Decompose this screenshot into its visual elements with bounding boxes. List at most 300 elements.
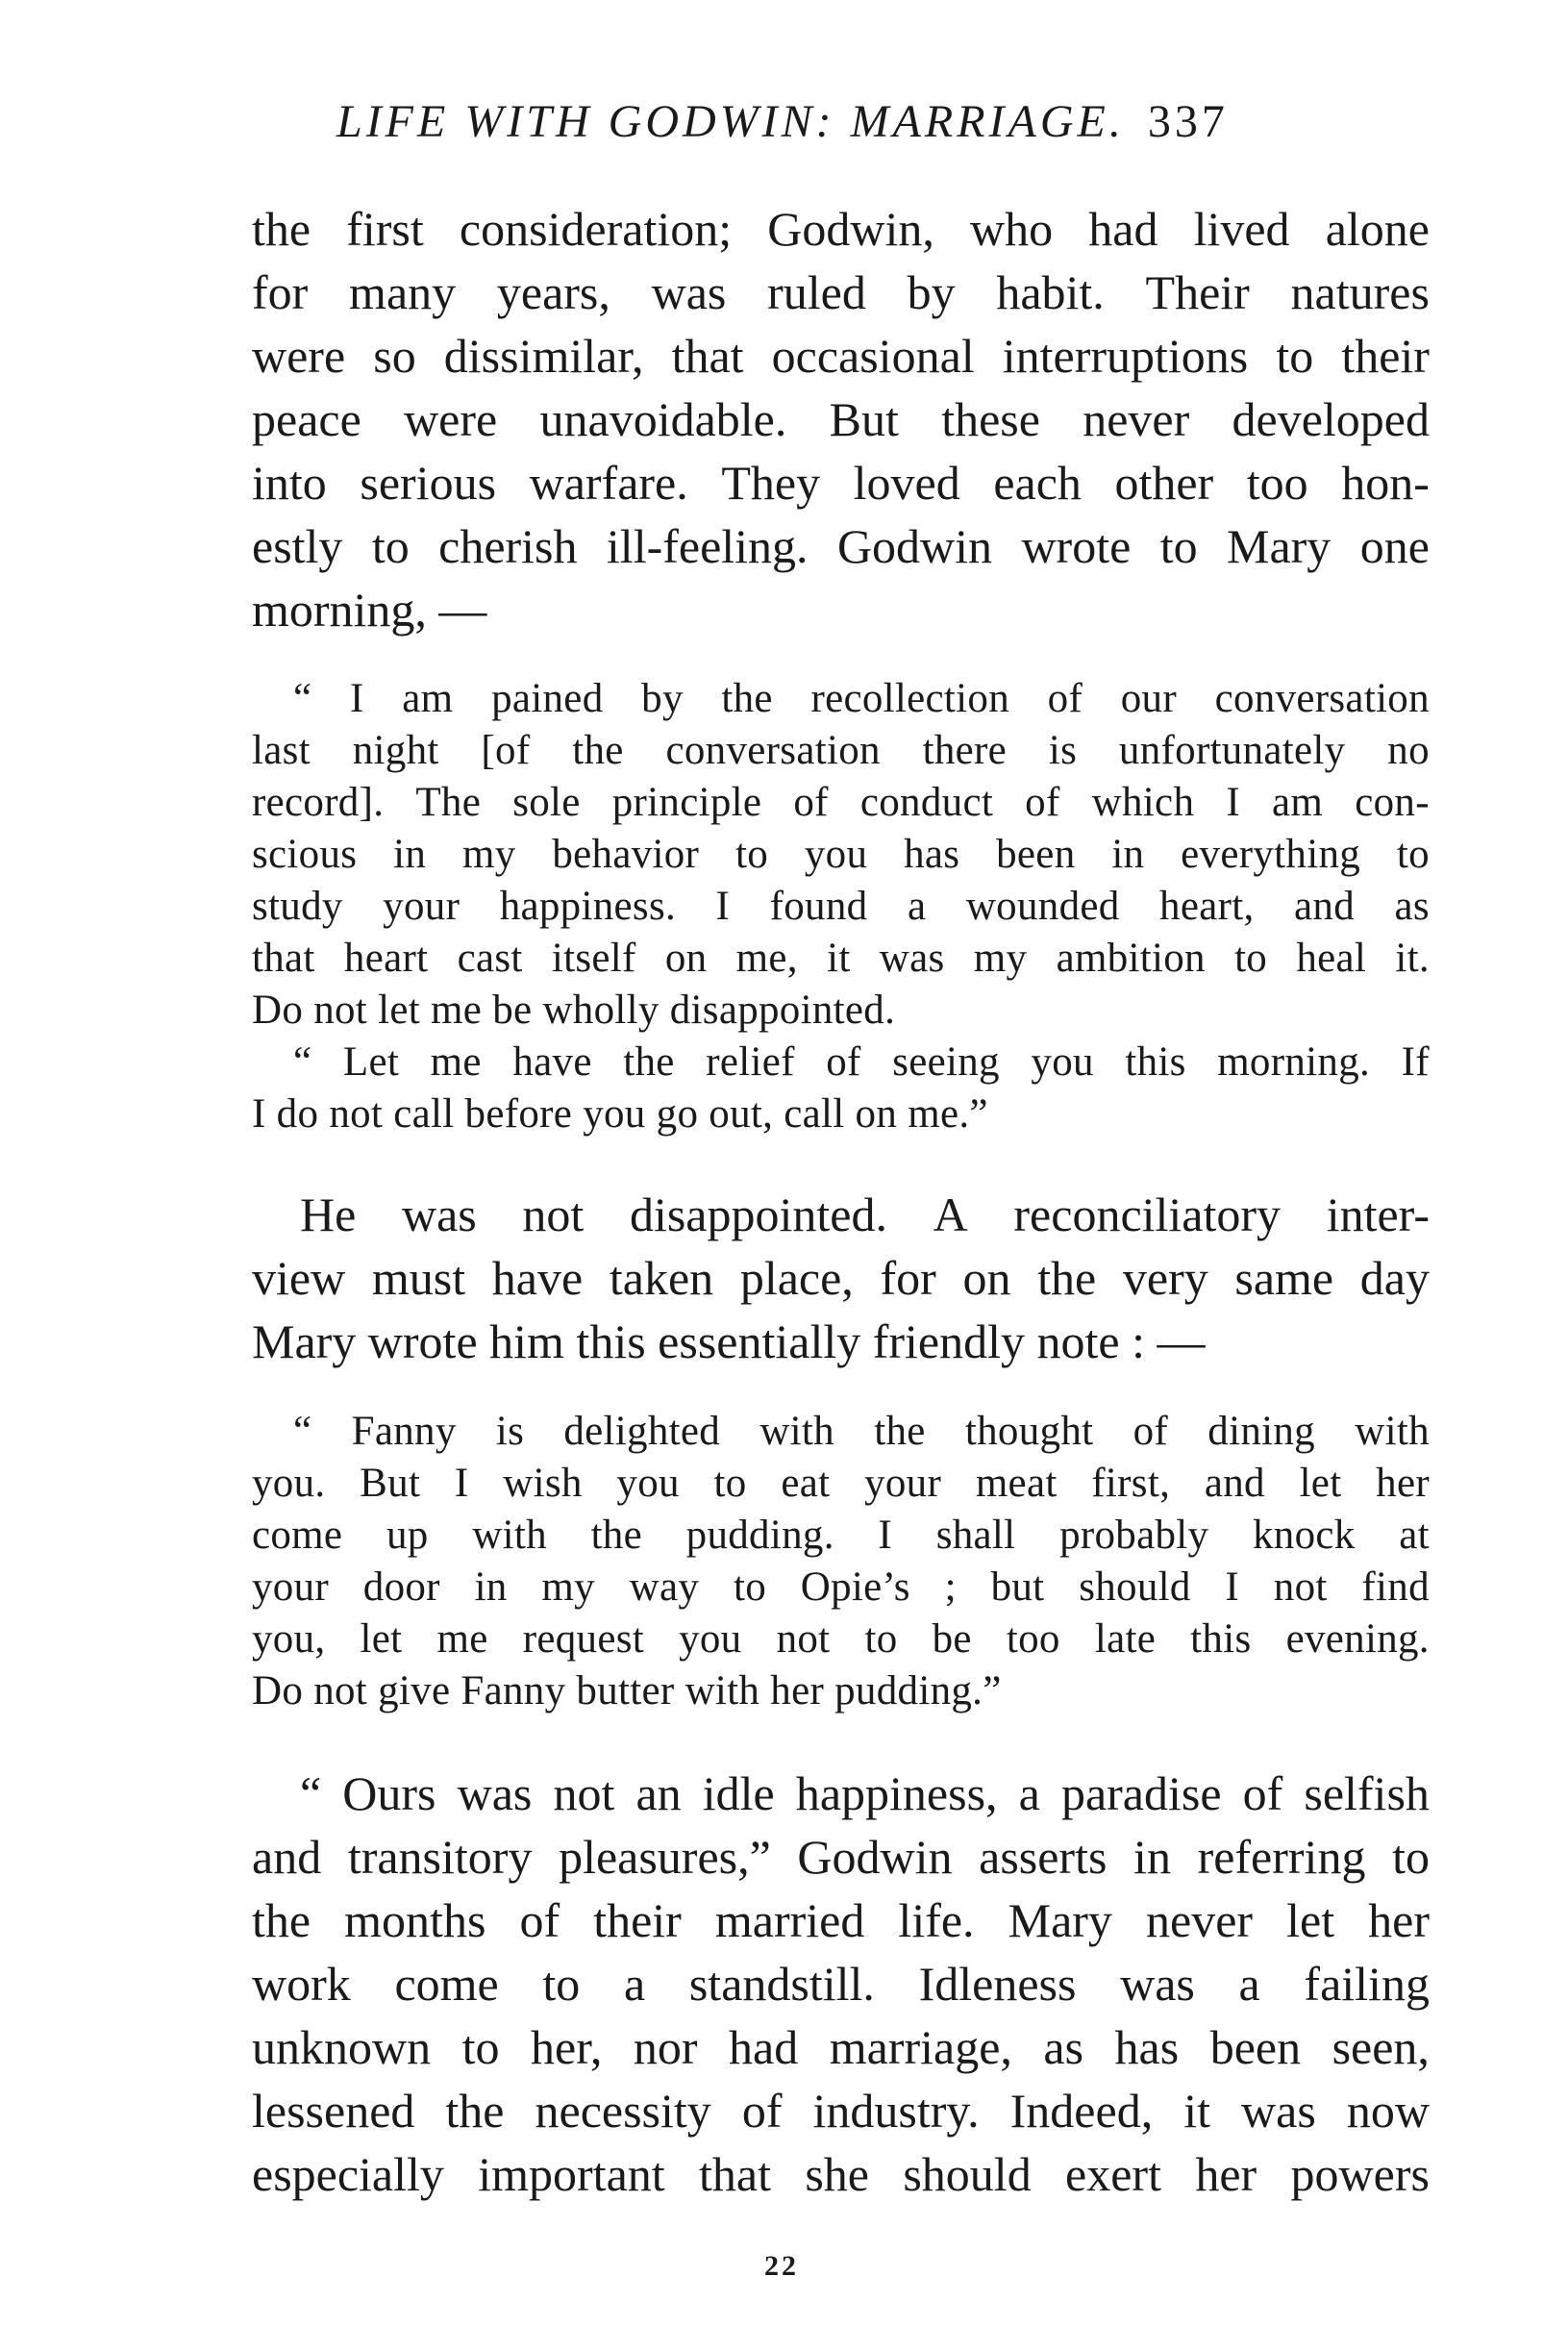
word: alone xyxy=(1325,202,1430,256)
word: industry. xyxy=(812,2084,980,2138)
word: that xyxy=(252,936,315,981)
word: Mary xyxy=(1008,1893,1112,1947)
word: cherish xyxy=(438,519,578,573)
paragraph-3-line xyxy=(252,2142,1430,2206)
paragraph-2-line: Mary wrote him this essentially friendly note : — xyxy=(252,1314,1206,1368)
word: to xyxy=(1234,936,1268,981)
quote-1-line xyxy=(293,1037,1430,1088)
word: sole xyxy=(512,780,581,825)
word: I xyxy=(715,884,731,929)
word: place, xyxy=(739,1251,854,1305)
word: dining xyxy=(1207,1409,1315,1454)
word: has xyxy=(904,832,960,877)
word: idle xyxy=(702,1766,775,1820)
word: a xyxy=(1238,1957,1260,2011)
word: door xyxy=(362,1564,440,1610)
quote-2-line xyxy=(252,1510,1430,1562)
word: study xyxy=(252,884,343,929)
word: transitory xyxy=(347,1830,533,1884)
word: Godwin xyxy=(797,1830,953,1884)
word: one xyxy=(1359,519,1430,573)
word: referring xyxy=(1197,1830,1366,1884)
word: your xyxy=(252,1564,330,1610)
word: seeing xyxy=(892,1039,1000,1085)
word: this xyxy=(1190,1616,1252,1662)
word: Let xyxy=(342,1039,400,1085)
word: scious xyxy=(252,832,358,877)
word: relief xyxy=(706,1039,795,1085)
word: Indeed, xyxy=(1009,2084,1154,2138)
word: occasional xyxy=(771,329,975,383)
word: to xyxy=(864,1616,898,1662)
word: conversation xyxy=(1214,676,1430,721)
word: Fanny xyxy=(351,1409,457,1454)
word: many xyxy=(349,265,457,319)
word: to xyxy=(1159,519,1198,573)
word: by xyxy=(907,265,956,319)
word: the xyxy=(252,202,311,256)
word: consideration; xyxy=(459,202,733,256)
word: to xyxy=(1396,832,1430,877)
word: you xyxy=(1031,1039,1094,1085)
word: it. xyxy=(1395,936,1430,981)
word: A xyxy=(933,1188,968,1241)
word: day xyxy=(1359,1251,1430,1305)
word: were xyxy=(252,329,346,383)
word: conversation xyxy=(665,728,881,773)
word: If xyxy=(1401,1039,1430,1085)
word: the xyxy=(874,1409,926,1454)
quote-1-line: I do not call before you go out, call on me.” xyxy=(252,1091,988,1137)
word: never xyxy=(1146,1893,1254,1947)
word: estly xyxy=(252,519,343,573)
word: eat xyxy=(781,1461,831,1506)
word: a xyxy=(1018,1766,1040,1820)
word: Idleness xyxy=(918,1957,1077,2011)
word: no xyxy=(1387,728,1430,773)
word: was xyxy=(1120,1957,1195,2011)
word: and xyxy=(1294,884,1356,929)
word: taken xyxy=(609,1251,714,1305)
paragraph-1-line xyxy=(252,261,1430,324)
word: never xyxy=(1083,392,1190,446)
word: natures xyxy=(1290,265,1430,319)
word: I xyxy=(1226,780,1240,825)
word: loved xyxy=(853,456,960,510)
word: Mary xyxy=(1226,519,1332,573)
word: on xyxy=(664,936,708,981)
word: with xyxy=(1355,1409,1430,1454)
word: her xyxy=(1376,1461,1430,1506)
word: as xyxy=(1043,2020,1084,2074)
word: delighted xyxy=(563,1409,721,1454)
word: knock xyxy=(1253,1513,1356,1558)
word: have xyxy=(491,1251,584,1305)
word: wounded xyxy=(965,884,1120,929)
word: happiness. xyxy=(499,884,677,929)
word: necessity xyxy=(535,2084,711,2138)
word: was xyxy=(401,1188,477,1241)
quote-2-line xyxy=(252,1562,1430,1614)
word: happiness, xyxy=(795,1766,998,1820)
word: a xyxy=(623,1957,646,2011)
word: pained xyxy=(491,676,604,721)
word: your xyxy=(864,1461,942,1506)
word: They xyxy=(721,456,821,510)
word: first, xyxy=(1091,1461,1171,1506)
word: was xyxy=(651,265,727,319)
quote-1-line xyxy=(293,673,1430,725)
word: so xyxy=(373,329,416,383)
word: warfare. xyxy=(529,456,688,510)
word: our xyxy=(1120,676,1177,721)
word: cast xyxy=(457,936,523,981)
word: you xyxy=(804,832,868,877)
quote-1-line xyxy=(252,881,1430,933)
word: my xyxy=(461,832,516,877)
word: ; xyxy=(944,1564,957,1610)
word: up xyxy=(386,1513,429,1558)
word: serious xyxy=(360,456,497,510)
word: Godwin, xyxy=(767,202,934,256)
word: but xyxy=(990,1564,1045,1610)
word: an xyxy=(635,1766,682,1820)
word: has xyxy=(1114,2020,1180,2074)
word: that xyxy=(671,329,744,383)
word: request xyxy=(522,1616,644,1662)
word: I xyxy=(350,676,364,721)
word: and xyxy=(252,1830,322,1884)
running-header xyxy=(336,88,1442,156)
word: lessened xyxy=(252,2084,415,2138)
word: itself xyxy=(551,936,636,981)
word: way xyxy=(629,1564,700,1610)
word: come xyxy=(252,1513,343,1558)
quote-1-line xyxy=(252,777,1430,829)
word: the xyxy=(623,1039,675,1085)
word: years, xyxy=(496,265,610,319)
word: me xyxy=(436,1616,488,1662)
word: have xyxy=(512,1039,592,1085)
word: to xyxy=(1276,329,1314,383)
word: ruled xyxy=(767,265,866,319)
word: let xyxy=(360,1616,403,1662)
word: inter- xyxy=(1326,1188,1430,1241)
word: to xyxy=(461,2020,500,2074)
word: the xyxy=(572,728,624,773)
word: “ xyxy=(293,1409,312,1454)
word: of xyxy=(1025,780,1060,825)
paragraph-3-line xyxy=(252,2015,1430,2079)
word: exert xyxy=(1065,2147,1161,2201)
word: especially xyxy=(252,2147,444,2201)
word: unknown xyxy=(252,2020,432,2074)
word: is xyxy=(1048,728,1078,773)
paragraph-3-line xyxy=(252,1825,1430,1889)
paragraph-1-line xyxy=(252,451,1430,514)
word: was xyxy=(879,936,945,981)
word: had xyxy=(1088,202,1158,256)
word: heart xyxy=(343,936,429,981)
word: in xyxy=(393,832,427,877)
word: work xyxy=(252,1957,351,2011)
word: heal xyxy=(1296,936,1367,981)
word: this xyxy=(1125,1039,1186,1085)
word: probably xyxy=(1059,1513,1209,1558)
word: late xyxy=(1094,1616,1157,1662)
word: He xyxy=(300,1188,357,1241)
paragraph-3-line xyxy=(252,1952,1430,2015)
word: first xyxy=(346,202,424,256)
word: she xyxy=(805,2147,869,2201)
word: was xyxy=(457,1766,533,1820)
word: as xyxy=(1394,884,1430,929)
word: unfortunately xyxy=(1118,728,1346,773)
word: recollection xyxy=(810,676,1010,721)
word: me xyxy=(430,1039,482,1085)
word: same xyxy=(1234,1251,1334,1305)
word: should xyxy=(1079,1564,1191,1610)
word: to xyxy=(733,1564,766,1610)
word: Opie’s xyxy=(800,1564,910,1610)
running-title: LIFE WITH GODWIN: MARRIAGE. xyxy=(336,96,1125,147)
word: on xyxy=(962,1251,1011,1305)
word: unavoidable. xyxy=(539,392,787,446)
quote-2-line xyxy=(252,1458,1430,1510)
word: am xyxy=(1272,780,1324,825)
word: who xyxy=(970,202,1054,256)
word: me, xyxy=(735,936,798,981)
word: shall xyxy=(935,1513,1016,1558)
word: last xyxy=(252,728,311,773)
word: reconciliatory xyxy=(1013,1188,1282,1241)
word: the xyxy=(445,2084,505,2138)
word: ambition xyxy=(1056,936,1206,981)
word: in xyxy=(474,1564,508,1610)
paragraph-1-line xyxy=(252,514,1430,578)
word: selfish xyxy=(1304,1766,1430,1820)
word: her xyxy=(1368,1893,1430,1947)
word: not xyxy=(776,1616,831,1662)
word: not xyxy=(1273,1564,1328,1610)
word: Ours xyxy=(342,1766,436,1820)
word: into xyxy=(252,456,327,510)
word: each xyxy=(993,456,1082,510)
paragraph-1-line xyxy=(252,197,1430,261)
quote-2-line xyxy=(252,1614,1430,1665)
word: the xyxy=(590,1513,642,1558)
word: her xyxy=(1195,2147,1257,2201)
quote-1-line xyxy=(252,933,1430,985)
word: my xyxy=(973,936,1028,981)
paragraph-2-line xyxy=(300,1183,1430,1246)
word: and xyxy=(1204,1461,1265,1506)
word: for xyxy=(880,1251,936,1305)
word: of xyxy=(1047,676,1083,721)
word: you xyxy=(679,1616,742,1662)
word: now xyxy=(1346,2084,1430,2138)
word: months xyxy=(344,1893,486,1947)
word: was xyxy=(1241,2084,1316,2138)
word: of xyxy=(519,1893,560,1947)
word: failing xyxy=(1304,1957,1430,2011)
word: ill-feeling. xyxy=(606,519,809,573)
word: of xyxy=(793,780,829,825)
word: very xyxy=(1122,1251,1208,1305)
page-number: 337 xyxy=(1147,96,1229,147)
word: But xyxy=(829,392,899,446)
word: I xyxy=(1225,1564,1240,1610)
word: asserts xyxy=(979,1830,1108,1884)
word: married xyxy=(714,1893,865,1947)
word: developed xyxy=(1232,392,1430,446)
word: But xyxy=(360,1461,421,1506)
word: find xyxy=(1361,1564,1430,1610)
paragraph-2-line xyxy=(252,1246,1430,1310)
word: The xyxy=(415,780,482,825)
word: to xyxy=(371,519,410,573)
word: by xyxy=(641,676,684,721)
word: marriage, xyxy=(829,2020,1012,2074)
word: night xyxy=(352,728,439,773)
word: with xyxy=(759,1409,834,1454)
word: let xyxy=(1299,1461,1342,1506)
paragraph-1-line: morning, — xyxy=(252,583,487,637)
word: important xyxy=(478,2147,665,2201)
word: come xyxy=(394,1957,499,2011)
word: pleasures,” xyxy=(559,1830,771,1884)
word: a xyxy=(907,884,927,929)
word: you xyxy=(616,1461,680,1506)
word: her, xyxy=(531,2020,603,2074)
quote-1-line: Do not let me be wholly disappointed. xyxy=(252,988,896,1033)
word: you. xyxy=(252,1461,326,1506)
word: dissimilar, xyxy=(443,329,644,383)
word: thought xyxy=(964,1409,1094,1454)
word: were xyxy=(404,392,498,446)
word: to xyxy=(1392,1830,1430,1884)
word: that xyxy=(699,2147,771,2201)
word: meat xyxy=(975,1461,1058,1506)
signature-mark: 22 xyxy=(764,2250,799,2282)
paragraph-3-line xyxy=(252,2079,1430,2142)
word: for xyxy=(252,265,309,319)
word: pudding. xyxy=(685,1513,834,1558)
word: Their xyxy=(1145,265,1250,319)
word: am xyxy=(402,676,454,721)
word: these xyxy=(941,392,1040,446)
quote-2-line: Do not give Fanny butter with her pudding.” xyxy=(252,1668,1002,1714)
paragraph-1-line xyxy=(252,388,1430,451)
word: Godwin xyxy=(836,519,993,573)
word: which xyxy=(1091,780,1195,825)
word: nor xyxy=(633,2020,698,2074)
word: the xyxy=(252,1893,311,1947)
paragraph-3-line xyxy=(252,1889,1430,1952)
word: “ xyxy=(293,676,312,721)
word: had xyxy=(729,2020,799,2074)
word: with xyxy=(472,1513,547,1558)
quote-1-line xyxy=(252,725,1430,777)
word: at xyxy=(1399,1513,1430,1558)
word: the xyxy=(1037,1251,1097,1305)
word: I xyxy=(878,1513,893,1558)
word: powers xyxy=(1290,2147,1430,2201)
word: should xyxy=(903,2147,1032,2201)
word: been xyxy=(1209,2020,1302,2074)
word: morning. xyxy=(1217,1039,1371,1085)
word: in xyxy=(1133,1830,1171,1884)
word: paradise xyxy=(1060,1766,1222,1820)
word: their xyxy=(593,1893,682,1947)
word: hon- xyxy=(1341,456,1430,510)
word: “ xyxy=(293,1039,312,1085)
word: seen, xyxy=(1332,2020,1430,2074)
word: behavior xyxy=(552,832,700,877)
word: lived xyxy=(1193,202,1290,256)
word: [of xyxy=(481,728,531,773)
quote-2-line xyxy=(293,1406,1430,1458)
word: to xyxy=(542,1957,581,2011)
word: their xyxy=(1341,329,1430,383)
word: it xyxy=(1183,2084,1211,2138)
word: view xyxy=(252,1251,346,1305)
word: your xyxy=(383,884,460,929)
word: not xyxy=(553,1766,615,1820)
word: record]. xyxy=(252,780,385,825)
word: of xyxy=(741,2084,783,2138)
word: let xyxy=(1286,1893,1335,1947)
word: standstill. xyxy=(688,1957,875,2011)
word: wrote xyxy=(1021,519,1132,573)
word: principle xyxy=(611,780,762,825)
word: is xyxy=(495,1409,525,1454)
word: conduct xyxy=(859,780,994,825)
word: evening. xyxy=(1285,1616,1430,1662)
word: in xyxy=(1111,832,1145,877)
word: everything xyxy=(1181,832,1361,877)
word: disappointed. xyxy=(629,1188,887,1241)
word: not xyxy=(522,1188,585,1241)
word: other xyxy=(1114,456,1214,510)
word: to xyxy=(735,832,769,877)
word: there xyxy=(922,728,1008,773)
paragraph-1-line xyxy=(252,324,1430,388)
word: I xyxy=(454,1461,469,1506)
word: to xyxy=(713,1461,747,1506)
word: peace xyxy=(252,392,361,446)
word: wish xyxy=(503,1461,583,1506)
word: you, xyxy=(252,1616,326,1662)
paragraph-3-line xyxy=(300,1762,1430,1825)
word: of xyxy=(1242,1766,1283,1820)
word: of xyxy=(1132,1409,1169,1454)
word: be xyxy=(932,1616,972,1662)
word: habit. xyxy=(996,265,1105,319)
word: the xyxy=(721,676,773,721)
word: it xyxy=(827,936,851,981)
word: of xyxy=(826,1039,861,1085)
word: my xyxy=(541,1564,595,1610)
word: interruptions xyxy=(1002,329,1249,383)
word: been xyxy=(996,832,1076,877)
word: must xyxy=(371,1251,466,1305)
word: heart, xyxy=(1159,884,1255,929)
word: too xyxy=(1006,1616,1060,1662)
quote-1-line xyxy=(252,829,1430,881)
word: con- xyxy=(1355,780,1430,825)
word: “ xyxy=(300,1766,322,1820)
